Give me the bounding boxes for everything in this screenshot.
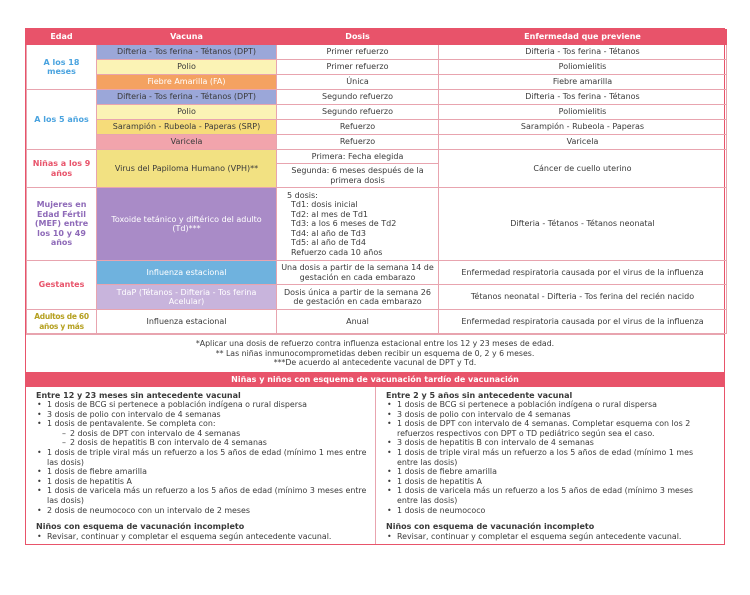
dose-cell: Segunda: 6 meses después de la primera dosis: [277, 164, 439, 188]
disease-cell: Difteria - Tos ferina - Tétanos: [439, 90, 727, 105]
list-item: • Revisar, continuar y completar el esquema según antecedente vacunal.: [36, 532, 367, 542]
dose-cell: Primer refuerzo: [277, 45, 439, 60]
header-dosis: Dosis: [277, 30, 439, 45]
list-subitem: – 2 dosis de DPT con intervalo de 4 semanas: [36, 429, 367, 439]
age-ninas-9: Niñas a los 9 años: [27, 150, 97, 188]
dose-cell: Anual: [277, 310, 439, 334]
table-row: [27, 60, 727, 75]
disease-cell: Difteria - Tétanos - Tétanos neonatal: [439, 188, 727, 261]
dose-line: 5 dosis:: [287, 190, 318, 200]
dose-cell: Primera: Fecha elegida: [277, 150, 439, 164]
age-5-years: A los 5 años: [27, 90, 97, 150]
late-left-column: [26, 387, 375, 545]
list-item: • 1 dosis de varicela más un refuerzo a los 5 años de edad (mínimo 3 meses entre las dosis): [36, 486, 367, 505]
vaccine-cell: Sarampión - Rubeola - Paperas (SRP): [97, 120, 277, 135]
dose-line: Td1: dosis inicial: [291, 200, 358, 210]
disease-cell: Sarampión - Rubeola - Paperas: [439, 120, 727, 135]
vaccine-cell: Influenza estacional: [97, 261, 277, 285]
list-item: • 1 dosis de pentavalente. Se completa con:: [36, 419, 367, 429]
table-row: [27, 90, 727, 105]
dose-cell: Primer refuerzo: [277, 60, 439, 75]
disease-cell: Enfermedad respiratoria causada por el virus de la influenza: [439, 261, 727, 285]
age-mef: Mujeres en Edad Fértil (MEF) entre los 10 y 49 años: [27, 188, 97, 261]
section-heading: Entre 12 y 23 meses sin antecedente vacunal: [36, 390, 241, 400]
vaccine-cell: TdaP (Tétanos - Difteria - Tos ferina Acelular): [97, 285, 277, 310]
disease-cell: Cáncer de cuello uterino: [439, 150, 727, 188]
list-item: • 1 dosis de neumococo: [386, 506, 716, 516]
list-item: • 1 dosis de varicela más un refuerzo a los 5 años de edad (mínimo 3 meses entre las dosis): [386, 486, 716, 505]
vaccine-cell: Toxoide tetánico y diftérico del adulto (Td)***: [97, 188, 277, 261]
disease-cell: Poliomielitis: [439, 60, 727, 75]
list-subitem: – 2 dosis de hepatitis B con intervalo de 4 semanas: [36, 438, 367, 448]
list-item: • 3 dosis de hepatitis B con intervalo de 4 semanas: [386, 438, 716, 448]
late-schedule-columns: [26, 387, 724, 545]
dose-cell: Una dosis a partir de la semana 14 de gestación en cada embarazo: [277, 261, 439, 285]
dose-cell: Segundo refuerzo: [277, 90, 439, 105]
vaccine-cell: Varicela: [97, 135, 277, 150]
header-enfermedad: Enfermedad que previene: [439, 30, 727, 45]
dose-cell: Única: [277, 75, 439, 90]
header-edad: Edad: [27, 30, 97, 45]
vaccine-cell: Virus del Papiloma Humano (VPH)**: [97, 150, 277, 188]
list-item: • 3 dosis de polio con intervalo de 4 semanas: [36, 410, 367, 420]
dose-list: [36, 400, 367, 515]
list-item: • 2 dosis de neumococo con un intervalo de 2 meses: [36, 506, 367, 516]
dose-line: Td5: al año de Td4: [291, 238, 366, 248]
table-row: [27, 105, 727, 120]
disease-cell: Difteria - Tos ferina - Tétanos: [439, 45, 727, 60]
dose-line: Td2: al mes de Td1: [291, 209, 368, 219]
table-row: [27, 285, 727, 310]
incomplete-list: [36, 532, 367, 542]
incomplete-list: [386, 532, 716, 542]
disease-cell: Enfermedad respiratoria causada por el virus de la influenza: [439, 310, 727, 334]
table-row: [27, 310, 727, 334]
schedule-table: [26, 29, 727, 334]
list-item: • Revisar, continuar y completar el esquema según antecedente vacunal.: [386, 532, 716, 542]
vaccination-schedule: [25, 28, 725, 545]
list-item: • 1 dosis de fiebre amarilla: [386, 467, 716, 477]
list-item: • 1 dosis de fiebre amarilla: [36, 467, 367, 477]
disease-cell: Poliomielitis: [439, 105, 727, 120]
list-item: • 1 dosis de hepatitis A: [36, 477, 367, 487]
age-gestantes: Gestantes: [27, 261, 97, 310]
table-header-row: [27, 30, 727, 45]
vaccine-cell: Fiebre Amarilla (FA): [97, 75, 277, 90]
dose-line: Td4: al año de Td3: [291, 228, 366, 238]
age-adultos: Adultos de 60 años y más: [27, 310, 97, 334]
list-item: • 3 dosis de polio con intervalo de 4 semanas: [386, 410, 716, 420]
table-row: [27, 150, 727, 164]
vaccine-cell: Influenza estacional: [97, 310, 277, 334]
table-row: [27, 75, 727, 90]
section-heading: Entre 2 y 5 años sin antecedente vacunal: [386, 390, 573, 400]
late-schedule-title: Niñas y niños con esquema de vacunación tardío de vacunación: [26, 372, 724, 387]
footnote: ***De acuerdo al antecedente vacunal de DPT y Td.: [273, 358, 477, 367]
vaccine-cell: Polio: [97, 60, 277, 75]
disease-cell: Varicela: [439, 135, 727, 150]
vaccine-cell: Polio: [97, 105, 277, 120]
footnotes: [26, 334, 724, 372]
dose-cell: Refuerzo: [277, 120, 439, 135]
list-item: • 1 dosis de DPT con intervalo de 4 semanas. Completar esquema con los 2 refuerzos respectivos con DPT o TD pediátrico según sea el caso.: [386, 419, 716, 438]
section-heading: Niños con esquema de vacunación incompleto: [386, 522, 595, 532]
disease-cell: Tétanos neonatal - Difteria - Tos ferina del recién nacido: [439, 285, 727, 310]
dose-line: Refuerzo cada 10 años: [291, 247, 383, 257]
dose-line: Td3: a los 6 meses de Td2: [291, 219, 397, 229]
vaccine-cell: Difteria - Tos ferina - Tétanos (DPT): [97, 45, 277, 60]
dose-cell: Dosis única a partir de la semana 26 de gestación en cada embarazo: [277, 285, 439, 310]
table-row: [27, 120, 727, 135]
list-item: • 1 dosis de triple viral más un refuerzo a los 5 años de edad (mínimo 1 mes entre las dosis): [36, 448, 367, 467]
table-row: [27, 45, 727, 60]
list-item: • 1 dosis de BCG si pertenece a población indígena o rural dispersa: [386, 400, 716, 410]
list-item: • 1 dosis de hepatitis A: [386, 477, 716, 487]
section-heading: Niños con esquema de vacunación incompleto: [36, 522, 245, 532]
dose-cell: Refuerzo: [277, 135, 439, 150]
disease-cell: Fiebre amarilla: [439, 75, 727, 90]
dose-list: [386, 400, 716, 515]
footnote: *Aplicar una dosis de refuerzo contra influenza estacional entre los 12 y 23 meses de edad.: [195, 339, 555, 348]
footnote: ** Las niñas inmunocomprometidas deben recibir un esquema de 0, 2 y 6 meses.: [215, 348, 535, 358]
table-row: [27, 188, 727, 261]
late-right-column: [375, 387, 724, 545]
header-vacuna: Vacuna: [97, 30, 277, 45]
dose-cell: Segundo refuerzo: [277, 105, 439, 120]
table-row: [27, 261, 727, 285]
list-item: • 1 dosis de triple viral más un refuerzo a los 5 años de edad (mínimo 1 mes entre las dosis): [386, 448, 716, 467]
table-row: [27, 135, 727, 150]
dose-cell-td: [277, 188, 439, 261]
list-item: • 1 dosis de BCG si pertenece a población indígena o rural dispersa: [36, 400, 367, 410]
vaccine-cell: Difteria - Tos ferina - Tétanos (DPT): [97, 90, 277, 105]
age-18-months: A los 18 meses: [27, 45, 97, 90]
